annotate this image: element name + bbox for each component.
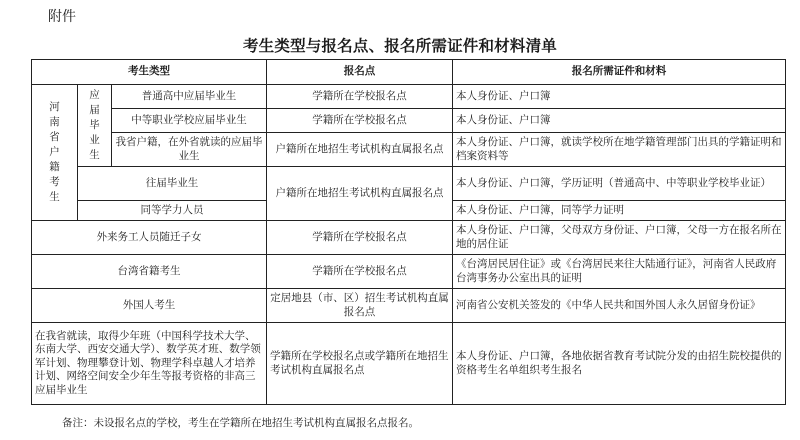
cell-site: 户籍所在地招生考试机构直属报名点 <box>267 167 453 221</box>
cell-type: 同等学力人员 <box>78 201 267 221</box>
table-row <box>32 255 786 289</box>
cell-materials: 河南省公安机关签发的《中华人民共和国外国人永久居留身份证》 <box>453 289 786 323</box>
header-registration-site: 报名点 <box>267 60 453 85</box>
cell-materials: 本人身份证、户口簿，同等学力证明 <box>453 201 786 221</box>
cell-type: 我省户籍，在外省就读的应届毕业生 <box>112 133 267 167</box>
header-candidate-type: 考生类型 <box>32 60 267 85</box>
cell-type: 外国人考生 <box>32 289 267 323</box>
header-materials: 报名所需证件和材料 <box>453 60 786 85</box>
cell-site: 学籍所在学校报名点 <box>267 85 453 109</box>
cell-type: 普通高中应届毕业生 <box>112 85 267 109</box>
cell-site: 学籍所在学校报名点 <box>267 221 453 255</box>
cell-site: 学籍所在学校报名点或学籍所在地招生考试机构直属报名点 <box>267 323 453 405</box>
group-fresh-graduates: 应 届 毕 业 生 <box>78 85 112 167</box>
table-row <box>32 289 786 323</box>
table-row <box>32 221 786 255</box>
cell-type: 外来务工人员随迁子女 <box>32 221 267 255</box>
cell-site: 学籍所在学校报名点 <box>267 255 453 289</box>
cell-site: 学籍所在学校报名点 <box>267 109 453 133</box>
table-row <box>32 85 786 109</box>
cell-materials: 本人身份证、户口簿，就读学校所在地学籍管理部门出具的学籍证明和档案资料等 <box>453 133 786 167</box>
group-henan-household: 河 南 省 户 籍 考 生 <box>32 85 78 221</box>
table-row <box>32 167 786 201</box>
cell-type: 台湾省籍考生 <box>32 255 267 289</box>
attachment-label: 附件 <box>48 9 76 25</box>
cell-materials: 本人身份证、户口簿 <box>453 85 786 109</box>
cell-materials: 本人身份证、户口簿，学历证明（普通高中、中等职业学校毕业证） <box>453 167 786 201</box>
cell-type: 中等职业学校应届毕业生 <box>112 109 267 133</box>
table-row <box>32 133 786 167</box>
cell-materials: 本人身份证、户口簿，父母双方身份证、户口簿，父母一方在报名所在地的居住证 <box>453 221 786 255</box>
table-row <box>32 109 786 133</box>
cell-materials: 本人身份证、户口簿，各地依据省教育考试院分发的由招生院校提供的资格考生名单组织考生报名 <box>453 323 786 405</box>
table-header-row <box>32 60 786 85</box>
cell-type: 在我省就读，取得少年班（中国科学技术大学、东南大学、西安交通大学）、数学英才班、数学领军计划、物理攀登计划、物理学科卓越人才培养计划、网络空间安全少年生等报考资格的非高三应届毕业生 <box>32 323 267 405</box>
requirements-table <box>31 59 786 405</box>
cell-site: 户籍所在地招生考试机构直属报名点 <box>267 133 453 167</box>
table-row <box>32 323 786 405</box>
document-title: 考生类型与报名点、报名所需证件和材料清单 <box>242 36 557 55</box>
footnote: 备注：未设报名点的学校，考生在学籍所在地招生考试机构直属报名点报名。 <box>62 417 419 429</box>
cell-materials: 本人身份证、户口簿 <box>453 109 786 133</box>
cell-type: 往届毕业生 <box>78 167 267 201</box>
cell-site: 定居地县（市、区）招生考试机构直属报名点 <box>267 289 453 323</box>
cell-materials: 《台湾居民居住证》或《台湾居民来往大陆通行证》，河南省人民政府台湾事务办公室出具的证明 <box>453 255 786 289</box>
